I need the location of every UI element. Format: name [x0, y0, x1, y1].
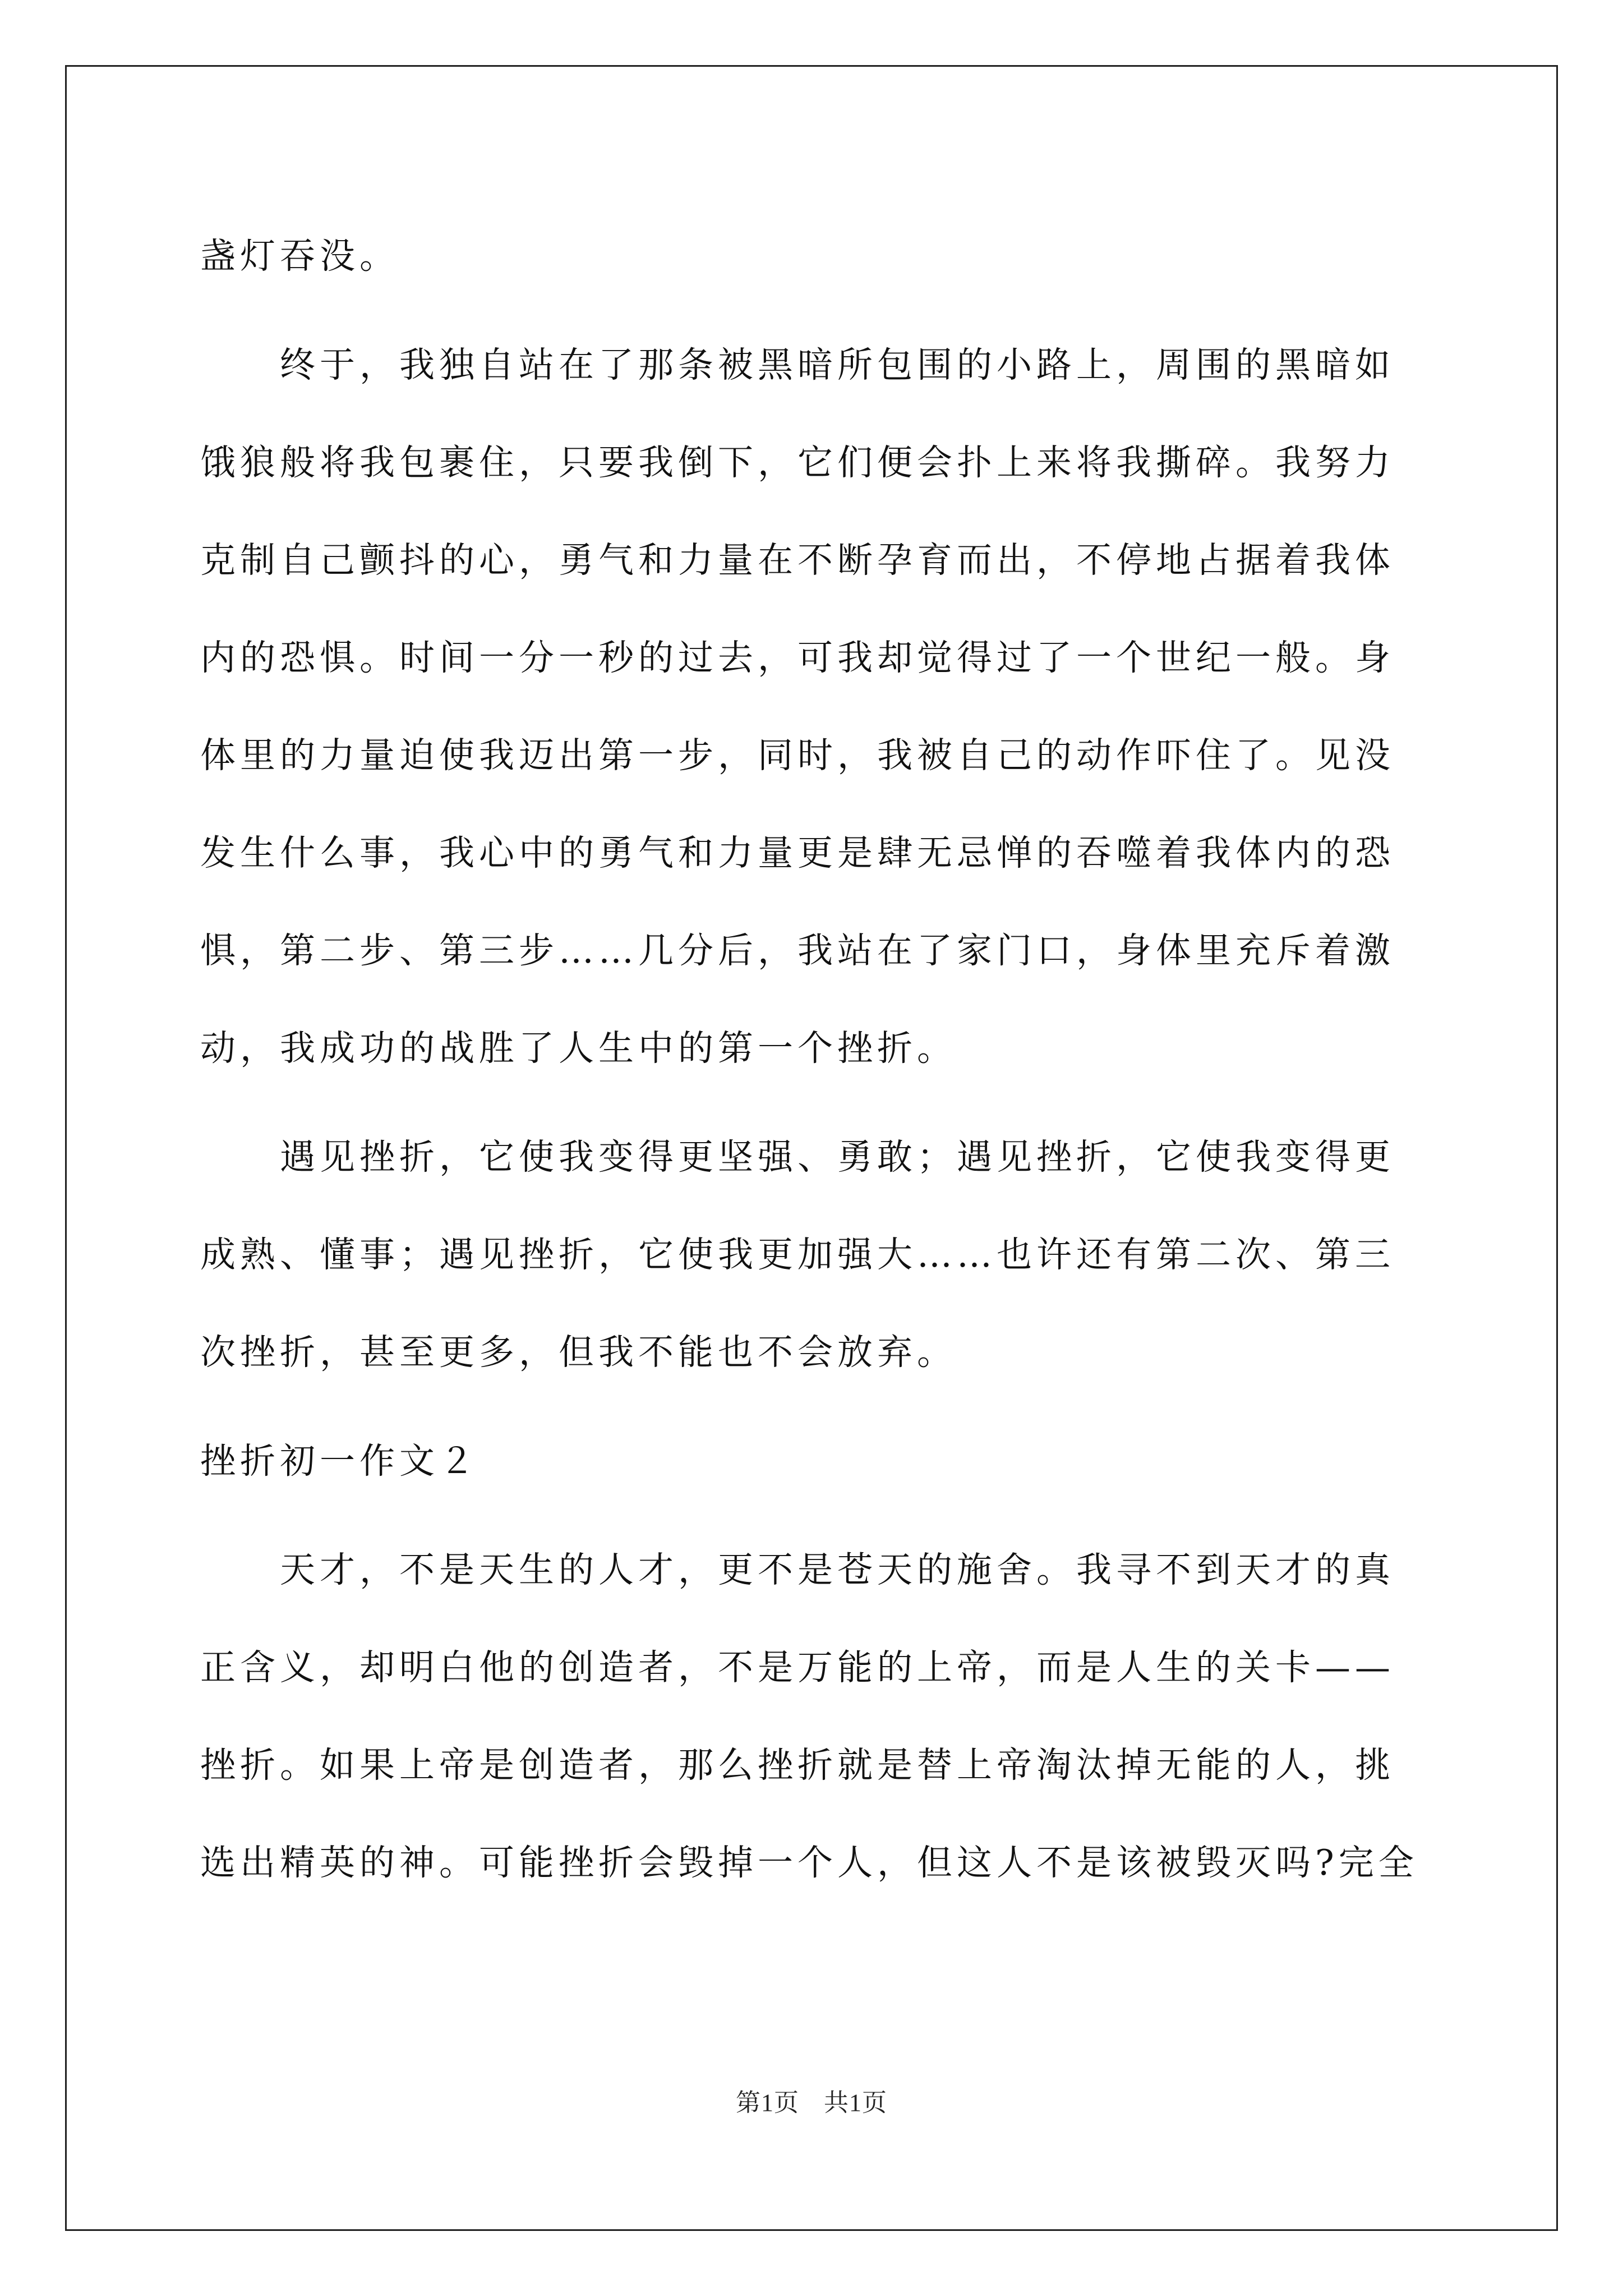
text-line: 体里的力量迫使我迈出第一步，同时，我被自己的动作吓住了。见没 [200, 735, 1395, 776]
text-line: 次挫折，甚至更多，但我不能也不会放弃。 [200, 1332, 957, 1373]
text-line: 内的恐惧。时间一分一秒的过去，可我却觉得过了一个世纪一般。身 [200, 637, 1395, 678]
text-line: 克制自己颤抖的心，勇气和力量在不断孕育而出，不停地占据着我体 [200, 540, 1395, 581]
page-total: 共1页 [824, 2089, 887, 2116]
section-heading: 挫折初一作文２ [200, 1441, 479, 1481]
paragraph-start-line: 终于，我独自站在了那条被黑暗所包围的小路上，周围的黑暗如 [280, 344, 1395, 385]
text-line: 盏灯吞没。 [200, 236, 399, 277]
text-line: 动，我成功的战胜了人生中的第一个挫折。 [200, 1028, 957, 1069]
text-line: 饿狼般将我包裹住，只要我倒下，它们便会扑上来将我撕碎。我努力 [200, 442, 1395, 483]
document-body [200, 208, 1428, 1912]
text-line: 正含义，却明白他的创造者，不是万能的上帝，而是人生的关卡—— [200, 1647, 1395, 1688]
page-number: 第1页 [736, 2089, 799, 2116]
text-line: 成熟、懂事；遇见挫折，它使我更加强大……也许还有第二次、第三 [200, 1234, 1395, 1275]
paragraph-start-line: 遇见挫折，它使我变得更坚强、勇敢；遇见挫折，它使我变得更 [280, 1137, 1395, 1177]
paragraph-start-line: 天才，不是天生的人才，更不是苍天的施舍。我寻不到天才的真 [280, 1549, 1395, 1590]
text-line: 惧，第二步、第三步……几分后，我站在了家门口，身体里充斥着激 [200, 930, 1395, 971]
page-footer [0, 2082, 1623, 2118]
text-line: 选出精英的神。可能挫折会毁掉一个人，但这人不是该被毁灭吗?完全 [200, 1842, 1418, 1883]
text-line: 挫折。如果上帝是创造者，那么挫折就是替上帝淘汰掉无能的人，挑 [200, 1745, 1395, 1786]
text-line: 发生什么事，我心中的勇气和力量更是肆无忌惮的吞噬着我体内的恐 [200, 832, 1395, 873]
